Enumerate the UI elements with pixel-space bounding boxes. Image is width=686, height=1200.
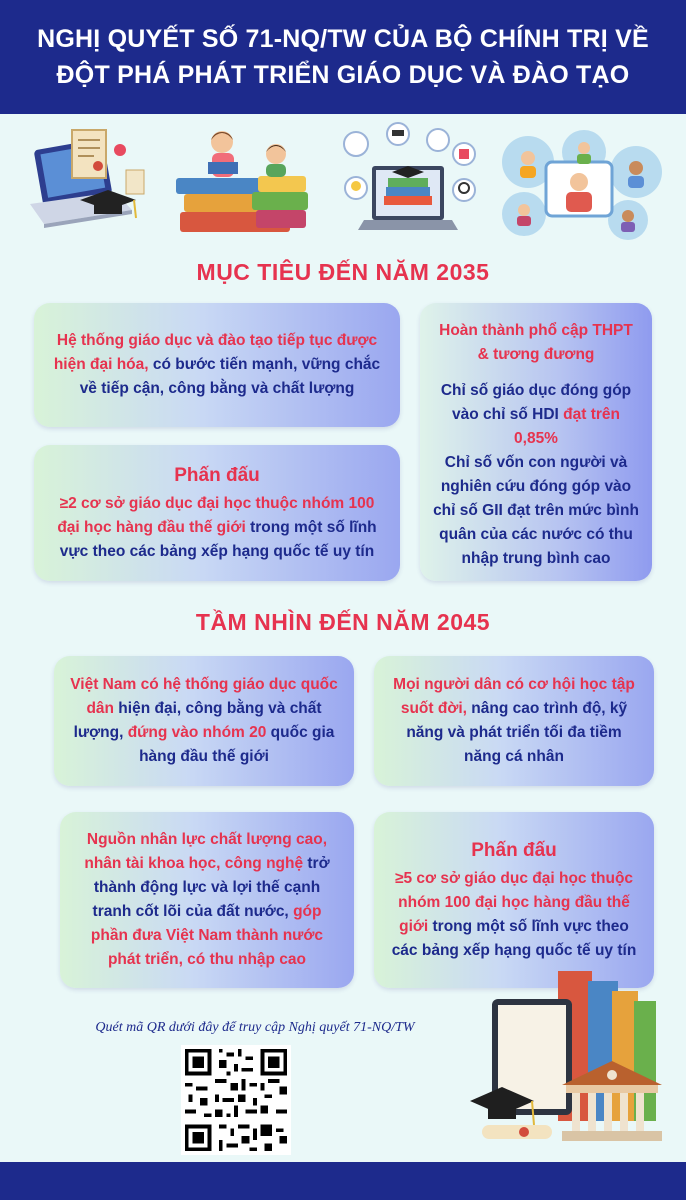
goal-card-strive-2 [34,445,400,581]
header-title-line-2: ĐỘT PHÁ PHÁT TRIỂN GIÁO DỤC VÀ ĐÀO TẠO [56,61,630,89]
vision-card-human-resources [60,812,354,988]
computer-books-illustration [338,122,478,242]
vision-2045-title: TẦM NHÌN ĐẾN NĂM 2045 [195,609,491,635]
goals-2035-title: MỤC TIÊU ĐẾN NĂM 2035 [196,259,490,285]
page-footer [0,1162,686,1200]
goal-card-modernization [34,303,400,427]
qr-code[interactable] [181,1045,291,1155]
goal-card-strive-2-text: ≥2 cơ sở giáo dục đại học thuộc nhóm 100 đại học hàng đầu thế giới trong một số lĩnh vực theo các bảng xếp hạng quốc tế uy tín [57,495,377,560]
vision-card-human-resources-text: Nguồn nhân lực chất lượng cao, nhân tài khoa học, công nghệ trở thành động lực và lợi thế cạnh tranh cốt lõi của đất nước, góp phần đưa Việt Nam thành nước phát triển, có thu nhập cao [84,831,330,968]
vision-card-strive-5 [374,812,654,988]
vision-card-national-system [54,656,354,786]
strive-heading: Phấn đấu [174,465,260,486]
universal-high-school-text: Hoàn thành phổ cập THPT & tương đương [439,322,633,363]
vision-card-national-system-text: Việt Nam có hệ thống giáo dục quốc dân hiện đại, công bằng và chất lượng, đứng vào nhóm 20 quốc gia hàng đầu thế giới [70,676,338,765]
goal-card-modernization-text: Hệ thống giáo dục và đào tạo tiếp tục được hiện đại hóa, có bước tiến mạnh, vững chắc về tiếp cận, công bằng và chất lượng [53,332,381,397]
hdi-indicator-text: Chỉ số giáo dục đóng góp vào chỉ số HDI đạt trên 0,85% [440,382,632,447]
vision-card-lifelong-learning-text: Mọi người dân có cơ hội học tập suốt đời, nâng cao trình độ, kỹ năng và phát triển tối đa tiềm năng cá nhân [393,676,635,765]
books-university-illustration [462,965,672,1155]
vision-card-lifelong-learning [374,656,654,786]
strive-heading-2045: Phấn đấu [471,840,557,861]
page-header [0,0,686,114]
goal-card-indicators [420,303,652,581]
gii-indicator-text: Chỉ số vốn con người và nghiên cứu đóng góp vào chỉ số GII đạt trên mức bình quân của các nước có thu nhập trung bình cao [433,454,639,567]
laptop-diploma-illustration [20,122,155,242]
vision-card-strive-5-text: ≥5 cơ sở giáo dục đại học thuộc nhóm 100 đại học hàng đầu thế giới trong một số lĩnh vực theo các bảng xếp hạng quốc tế uy tín [391,870,637,959]
children-reading-illustration [172,122,312,242]
qr-caption: Quét mã QR dưới đây để truy cập Nghị quyết 71-NQ/TW [95,1020,415,1035]
header-title-line-1: NGHỊ QUYẾT SỐ 71-NQ/TW CỦA BỘ CHÍNH TRỊ VỀ [37,25,649,53]
online-learning-illustration [488,122,668,242]
